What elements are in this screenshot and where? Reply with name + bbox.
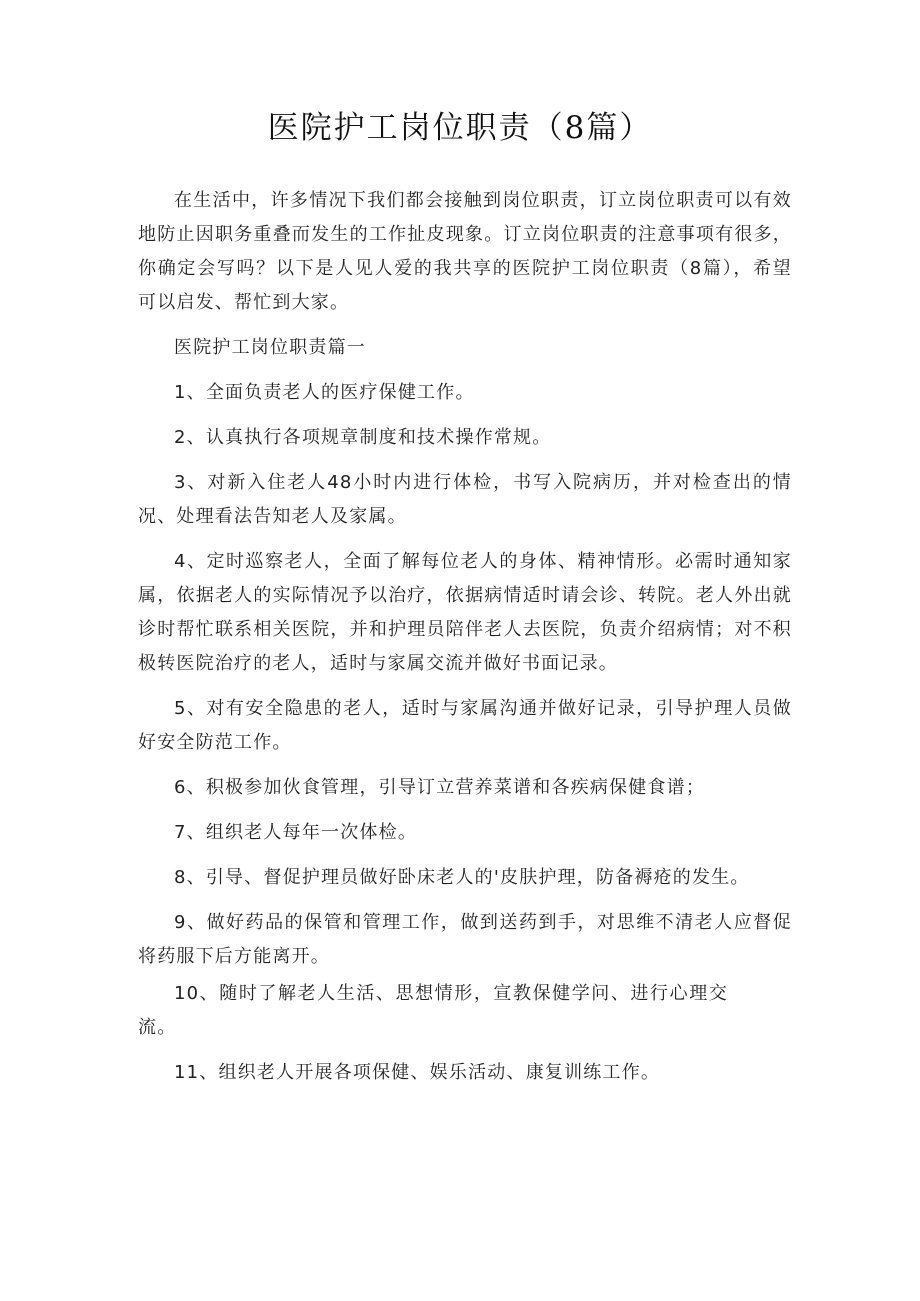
document-body — [138, 184, 792, 1101]
list-item: 10、随时了解老人生活、思想情形，宣教保健学问、进行心理交流。 — [138, 983, 728, 1038]
list-item: 4、定时巡察老人，全面了解每位老人的身体、精神情形。必需时通知家属，依据老人的实际情况予以治疗，依据病情适时请会诊、转院。老人外出就诊时帮忙联系相关医院，并和护理员陪伴老人去医院，负责介绍病情；对不积极转医院治疗的老人，适时与家属交流并做好书面记录。 — [138, 551, 792, 674]
list-item: 2、认真执行各项规章制度和技术操作常规。 — [174, 427, 552, 448]
list-item: 5、对有安全隐患的老人，适时与家属沟通并做好记录，引导护理人员做好安全防范工作。 — [138, 698, 792, 753]
section-heading: 医院护工岗位职责篇一 — [174, 337, 366, 358]
list-item: 1、全面负责老人的医疗保健工作。 — [174, 382, 475, 403]
list-item: 7、组织老人每年一次体检。 — [174, 822, 418, 843]
list-item: 8、引导、督促护理员做好卧床老人的'皮肤护理，防备褥疮的发生。 — [174, 867, 750, 888]
list-item: 3、对新入住老人48小时内进行体检，书写入院病历，并对检查出的情况、处理看法告知老人及家属。 — [138, 472, 792, 527]
list-item: 11、组织老人开展各项保健、娱乐活动、康复训练工作。 — [174, 1062, 661, 1083]
list-item: 9、做好药品的保管和管理工作，做到送药到手，对思维不清老人应督促将药服下后方能离开。 — [138, 912, 792, 967]
intro-paragraph: 在生活中，许多情况下我们都会接触到岗位职责，订立岗位职责可以有效地防止因职务重叠而发生的工作扯皮现象。订立岗位职责的注意事项有很多，你确定会写吗？以下是人见人爱的我共享的医院护工岗位职责（8篇），希望可以启发、帮忙到大家。 — [138, 190, 792, 313]
list-item: 6、积极参加伙食管理，引导订立营养菜谱和各疾病保健食谱； — [174, 777, 706, 798]
document-title: 医院护工岗位职责（8篇） — [267, 110, 653, 146]
